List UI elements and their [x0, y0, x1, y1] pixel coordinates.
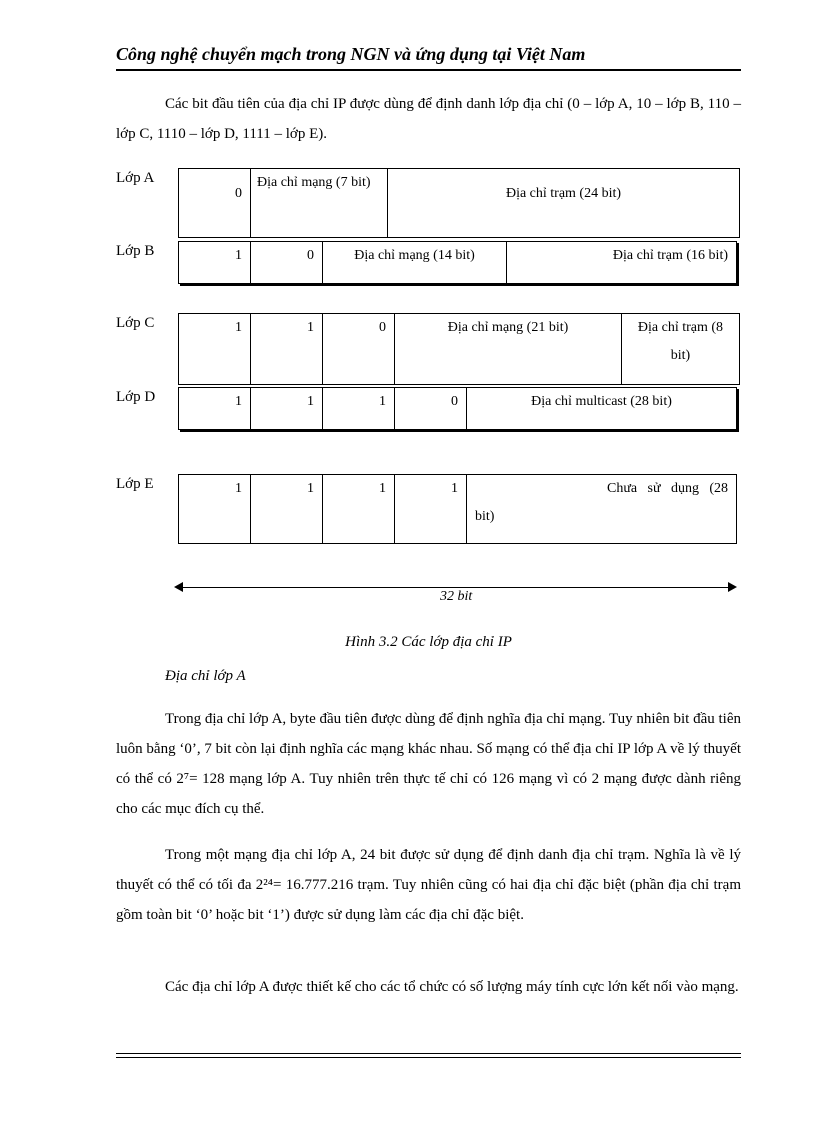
class-d-bit-3: 1: [322, 387, 395, 430]
class-b-bit-2: 0: [250, 241, 323, 284]
class-a-host: Địa chỉ trạm (24 bit): [387, 168, 740, 238]
class-e-unused-text: Chưa sử dụng (28 bit): [475, 481, 728, 524]
class-e-label: Lớp E: [116, 476, 154, 492]
class-c-bit-3: 0: [322, 313, 395, 385]
width-label: 32 bit: [440, 589, 473, 604]
footer-rule-top: [116, 1053, 741, 1054]
class-e-unused: [466, 474, 737, 544]
class-d-multicast: Địa chỉ multicast (28 bit): [466, 387, 737, 430]
class-d-bit-4: 0: [394, 387, 467, 430]
class-d-bit-2: 1: [250, 387, 323, 430]
class-a-label: Lớp A: [116, 170, 155, 186]
body-paragraph-3: Các địa chỉ lớp A được thiết kế cho các tổ chức có số lượng máy tính cực lớn kết nối vào mạng.: [165, 979, 739, 995]
section-heading: Địa chỉ lớp A: [165, 668, 246, 684]
class-e-bit-1: 1: [178, 474, 251, 544]
class-d-bit-1: 1: [178, 387, 251, 430]
class-b-host: Địa chỉ trạm (16 bit): [506, 241, 737, 284]
class-c-bit-1: 1: [178, 313, 251, 385]
body-paragraph-1: Trong địa chỉ lớp A, byte đầu tiên được dùng để định nghĩa địa chỉ mạng. Tuy nhiên bit đầu tiên luôn bằng ‘0’, 7 bit còn lại định nghĩa các mạng khác nhau. Số mạng có thể địa chỉ IP lớp A về lý thuyết có thể có 2⁷= 128 mạng lớp A. Tuy nhiên trên thực tế chỉ có 126 mạng vì có 2 mạng được dành riêng cho các mục đích cụ thể.: [116, 711, 741, 817]
class-b-label: Lớp B: [116, 243, 155, 259]
intro-paragraph: Các bit đầu tiên của địa chỉ IP được dùng để định danh lớp địa chỉ (0 – lớp A, 10 – lớp B, 110 – lớp C, 1110 – lớp D, 1111 – lớp E).: [116, 96, 741, 142]
figure-caption: Hình 3.2 Các lớp địa chỉ IP: [345, 634, 512, 650]
footer-rule-bottom: [116, 1057, 741, 1058]
class-c-bit-2: 1: [250, 313, 323, 385]
header-rule: [116, 69, 741, 71]
class-e-bit-3: 1: [322, 474, 395, 544]
class-e-bit-2: 1: [250, 474, 323, 544]
class-a-network: Địa chỉ mạng (7 bit): [250, 168, 388, 238]
arrow-right-icon: [728, 582, 737, 592]
class-c-network: Địa chỉ mạng (21 bit): [394, 313, 622, 385]
class-b-bit-1: 1: [178, 241, 251, 284]
width-arrow-line: [180, 587, 730, 588]
page-header-title: Công nghệ chuyển mạch trong NGN và ứng dụng tại Việt Nam: [116, 44, 586, 64]
class-d-label: Lớp D: [116, 389, 156, 405]
class-e-bit-4: 1: [394, 474, 467, 544]
class-c-host: Địa chỉ trạm (8 bit): [621, 313, 740, 385]
body-paragraph-2: Trong một mạng địa chỉ lớp A, 24 bit được sử dụng để định danh địa chỉ trạm. Nghĩa là về lý thuyết có thể có tối đa 2²⁴= 16.777.216 trạm. Tuy nhiên cũng có hai địa chỉ đặc biệt (phần địa chỉ trạm gồm toàn bit ‘0’ hoặc bit ‘1’) được sử dụng làm các địa chỉ đặc biệt.: [116, 847, 741, 923]
class-a-bit: 0: [178, 168, 251, 238]
class-b-network: Địa chỉ mạng (14 bit): [322, 241, 507, 284]
class-c-label: Lớp C: [116, 315, 155, 331]
arrow-left-icon: [174, 582, 183, 592]
